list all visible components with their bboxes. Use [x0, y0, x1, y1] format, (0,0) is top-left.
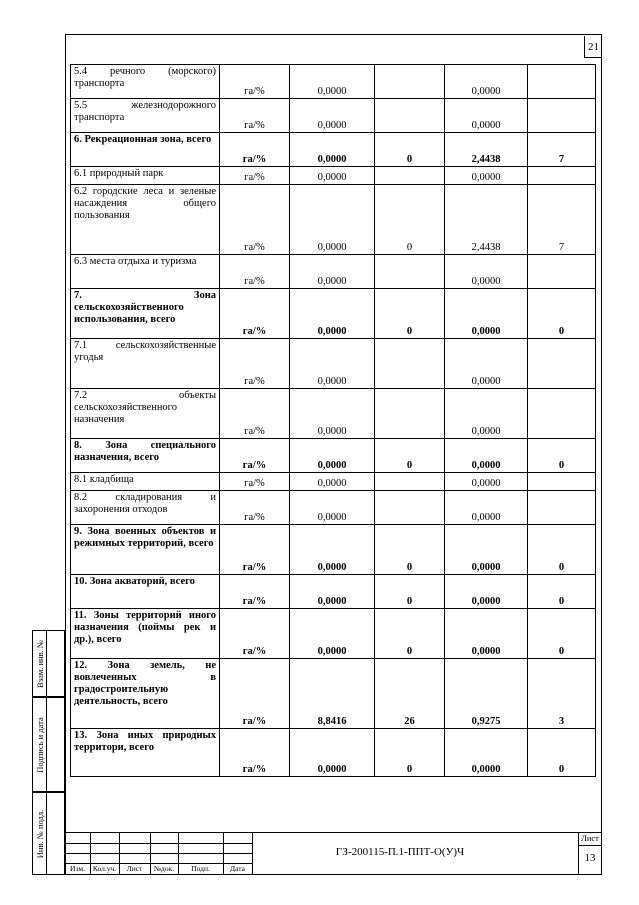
- row-value-pct-2: [528, 491, 596, 525]
- row-value-pct-2: [528, 99, 596, 133]
- table-row: [71, 609, 596, 659]
- row-value-pct-2: [528, 339, 596, 389]
- row-value-pct-2: [528, 389, 596, 439]
- row-value-area-1: 0,0000: [290, 525, 375, 575]
- row-value-pct-1: 26: [375, 659, 445, 729]
- row-value-area-2: 0,0000: [445, 339, 528, 389]
- row-value-pct-2: 0: [528, 439, 596, 473]
- document-code: ГЗ-200115-П.1-ППТ-О(У)Ч: [335, 846, 465, 858]
- row-unit: га/%: [220, 255, 290, 289]
- row-value-area-1: 0,0000: [290, 473, 375, 491]
- row-value-pct-1: [375, 339, 445, 389]
- row-value-area-1: 0,0000: [290, 729, 375, 777]
- hdr-kol-uch: Кол.уч.: [92, 864, 117, 873]
- row-value-area-2: 0,0000: [445, 525, 528, 575]
- row-value-area-1: 0,0000: [290, 289, 375, 339]
- row-value-area-2: 0,0000: [445, 473, 528, 491]
- sheet-number: 13: [584, 852, 596, 864]
- row-name: 6.2 городские леса и зеленые насаждения общего пользования: [71, 185, 220, 255]
- table-row: [71, 473, 596, 491]
- table-row: [71, 525, 596, 575]
- row-value-pct-2: 0: [528, 729, 596, 777]
- row-value-pct-2: [528, 473, 596, 491]
- row-value-pct-1: 0: [375, 133, 445, 167]
- row-value-pct-1: 0: [375, 289, 445, 339]
- row-value-pct-2: [528, 255, 596, 289]
- row-name: 7.1 сельскохозяйственные угодья: [71, 339, 220, 389]
- title-block: [65, 832, 602, 875]
- row-name: 8.1 кладбища: [71, 473, 220, 491]
- row-name: 11. Зоны территорий иного назначения (поймы рек и др.), всего: [71, 609, 220, 659]
- hdr-data: Дата: [230, 864, 245, 873]
- row-value-area-1: 0,0000: [290, 575, 375, 609]
- row-value-area-2: 0,0000: [445, 729, 528, 777]
- table-row: [71, 339, 596, 389]
- row-value-pct-2: [528, 167, 596, 185]
- row-value-area-2: 0,0000: [445, 439, 528, 473]
- row-unit: га/%: [220, 133, 290, 167]
- page-number: 21: [584, 36, 602, 58]
- table-row: [71, 99, 596, 133]
- hdr-izm: Изм.: [70, 864, 85, 873]
- row-value-pct-1: [375, 491, 445, 525]
- zones-table: [70, 64, 596, 777]
- row-value-pct-1: [375, 167, 445, 185]
- row-name: 12. Зона земель, не вовлеченных в градостроительную деятельность, всего: [71, 659, 220, 729]
- table-row: [71, 133, 596, 167]
- row-value-area-1: 0,0000: [290, 389, 375, 439]
- table-row: [71, 289, 596, 339]
- row-value-area-2: 0,0000: [445, 167, 528, 185]
- row-value-pct-1: 0: [375, 575, 445, 609]
- table-row: [71, 167, 596, 185]
- row-unit: га/%: [220, 185, 290, 255]
- table-row: [71, 659, 596, 729]
- row-name: 6.3 места отдыха и туризма: [71, 255, 220, 289]
- table-row: [71, 185, 596, 255]
- row-value-area-1: 0,0000: [290, 255, 375, 289]
- sheet-label: Лист: [581, 833, 599, 843]
- row-unit: га/%: [220, 99, 290, 133]
- row-value-area-1: 0,0000: [290, 133, 375, 167]
- row-unit: га/%: [220, 525, 290, 575]
- table-row: [71, 65, 596, 99]
- row-name: 8. Зона специального назначения, всего: [71, 439, 220, 473]
- row-unit: га/%: [220, 439, 290, 473]
- hdr-podp: Подп.: [191, 864, 210, 873]
- row-name: 10. Зона акваторий, всего: [71, 575, 220, 609]
- table-row: [71, 491, 596, 525]
- row-value-area-2: 0,0000: [445, 255, 528, 289]
- row-value-pct-2: [528, 65, 596, 99]
- row-value-area-2: 0,0000: [445, 575, 528, 609]
- row-value-pct-1: 0: [375, 525, 445, 575]
- row-name: 13. Зона иных природных территори, всего: [71, 729, 220, 777]
- inv-podl-cell: [32, 792, 65, 875]
- row-value-pct-2: 0: [528, 609, 596, 659]
- row-unit: га/%: [220, 659, 290, 729]
- row-value-pct-1: [375, 65, 445, 99]
- row-value-area-1: 0,0000: [290, 609, 375, 659]
- row-unit: га/%: [220, 389, 290, 439]
- row-value-area-1: 0,0000: [290, 439, 375, 473]
- row-value-pct-1: 0: [375, 729, 445, 777]
- row-value-area-2: 0,0000: [445, 99, 528, 133]
- table-row: [71, 575, 596, 609]
- row-value-area-2: 2,4438: [445, 133, 528, 167]
- row-value-pct-2: 0: [528, 289, 596, 339]
- row-value-pct-1: [375, 389, 445, 439]
- row-name: 6. Рекреационная зона, всего: [71, 133, 220, 167]
- row-unit: га/%: [220, 473, 290, 491]
- row-unit: га/%: [220, 575, 290, 609]
- row-value-pct-1: [375, 473, 445, 491]
- row-value-pct-2: 0: [528, 575, 596, 609]
- row-value-area-2: 0,0000: [445, 389, 528, 439]
- vzam-cell: [32, 630, 65, 697]
- row-value-pct-1: 0: [375, 185, 445, 255]
- table-row: [71, 255, 596, 289]
- row-name: 8.2 складирования и захоронения отходов: [71, 491, 220, 525]
- row-value-pct-2: 3: [528, 659, 596, 729]
- vzam-label: Взам. инв. №: [34, 639, 45, 688]
- row-value-area-1: 0,0000: [290, 491, 375, 525]
- row-value-area-2: 0,0000: [445, 65, 528, 99]
- row-value-pct-2: 7: [528, 133, 596, 167]
- row-name: 5.4 речного (морского) транспорта: [71, 65, 220, 99]
- row-unit: га/%: [220, 289, 290, 339]
- row-value-area-1: 0,0000: [290, 339, 375, 389]
- row-name: 9. Зона военных объектов и режимных территорий, всего: [71, 525, 220, 575]
- row-unit: га/%: [220, 65, 290, 99]
- table-row: [71, 389, 596, 439]
- hdr-ndok: №док.: [153, 864, 175, 873]
- row-value-pct-1: 0: [375, 439, 445, 473]
- side-stamp: [32, 630, 65, 875]
- row-value-area-2: 0,0000: [445, 609, 528, 659]
- table-row: [71, 439, 596, 473]
- row-name: 6.1 природный парк: [71, 167, 220, 185]
- row-value-pct-2: 0: [528, 525, 596, 575]
- row-unit: га/%: [220, 339, 290, 389]
- row-value-area-2: 2,4438: [445, 185, 528, 255]
- row-value-area-1: 8,8416: [290, 659, 375, 729]
- row-unit: га/%: [220, 609, 290, 659]
- inv-podl-label: Инв. № подл.: [34, 809, 45, 858]
- row-unit: га/%: [220, 491, 290, 525]
- row-value-pct-1: 0: [375, 609, 445, 659]
- row-name: 7.2 объекты сельскохозяйственного назначения: [71, 389, 220, 439]
- row-value-area-2: 0,9275: [445, 659, 528, 729]
- row-unit: га/%: [220, 729, 290, 777]
- row-value-area-1: 0,0000: [290, 167, 375, 185]
- row-value-pct-2: 7: [528, 185, 596, 255]
- row-value-area-1: 0,0000: [290, 185, 375, 255]
- hdr-list: Лист: [126, 864, 143, 873]
- row-value-pct-1: [375, 99, 445, 133]
- row-name: 7. Зона сельскохозяйственного использования, всего: [71, 289, 220, 339]
- row-value-area-1: 0,0000: [290, 65, 375, 99]
- row-unit: га/%: [220, 167, 290, 185]
- table-row: [71, 729, 596, 777]
- row-name: 5.5 железнодорожного транспорта: [71, 99, 220, 133]
- podpis-cell: [32, 697, 65, 792]
- row-value-area-2: 0,0000: [445, 289, 528, 339]
- podpis-label: Подпись и дата: [34, 716, 45, 773]
- row-value-pct-1: [375, 255, 445, 289]
- row-value-area-2: 0,0000: [445, 491, 528, 525]
- row-value-area-1: 0,0000: [290, 99, 375, 133]
